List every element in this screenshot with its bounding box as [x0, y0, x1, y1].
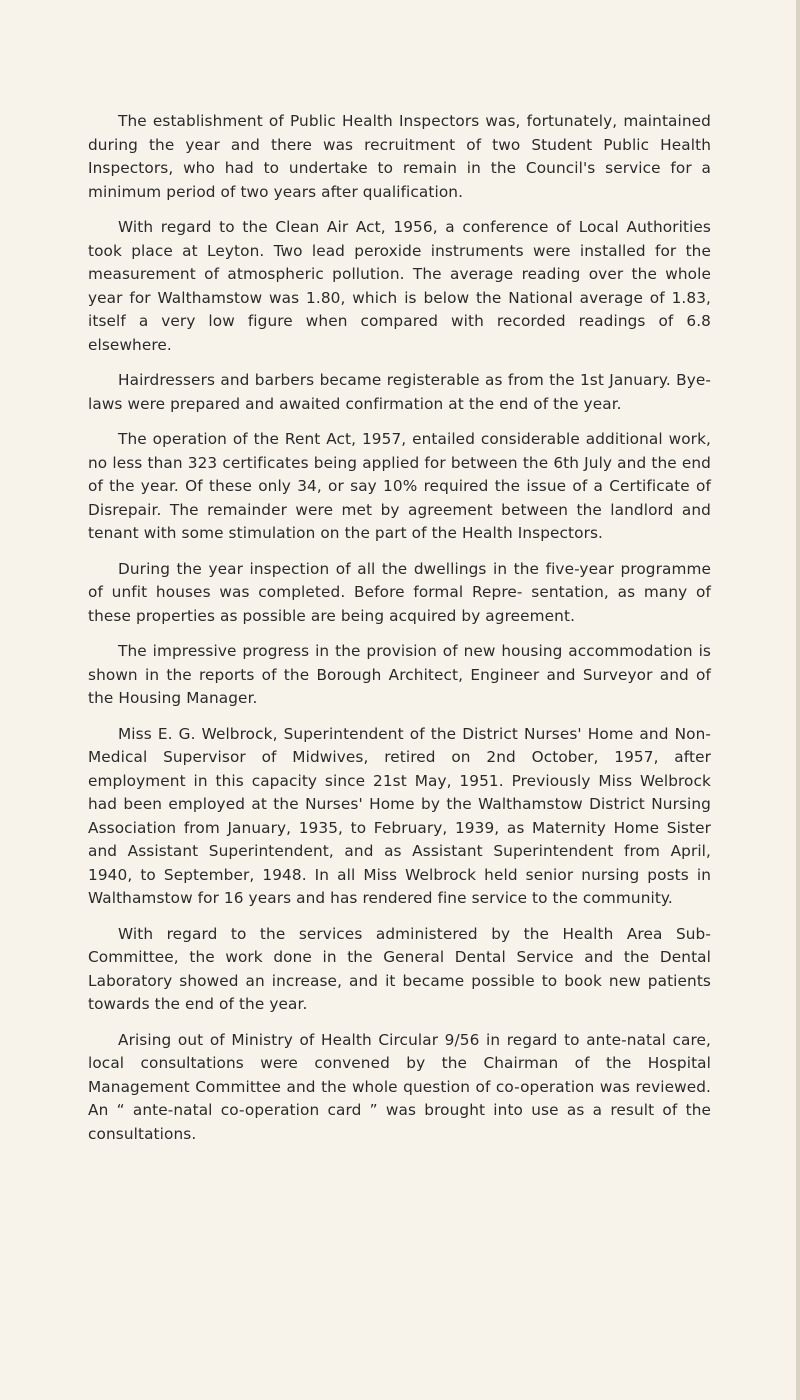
paragraph-unfit-houses: During the year inspection of all the dwellings in the five-year programme of unfit houses was completed. Before formal Repre- sentation, as many of these properties as possible are being acquired by agreement. [88, 559, 711, 625]
paragraph-miss-welbrock: Miss E. G. Welbrock, Superintendent of the District Nurses' Home and Non-Medical Supervisor of Midwives, retired on 2nd October, 1957, after employment in this capacity since 21st May, 1951. Previously Miss Welbrock had been employed at the Nurses' Home by the Walthamstow District Nursing Association from January, 1935, to February, 1939, as Maternity Home Sister and Assistant Superintendent, and as Assistant Superintendent from April, 1940, to September, 1948. In all Miss Welbrock held senior nursing posts in Walthamstow for 16 years and has rendered fine service to the community. [88, 724, 711, 907]
paragraph-housing-progress: The impressive progress in the provision of new housing accommodation is shown in the reports of the Borough Architect, Engineer and Surveyor and of the Housing Manager. [88, 642, 711, 707]
document-page [88, 110, 711, 1158]
paragraph-hairdressers: Hairdressers and barbers became registerable as from the 1st January. Bye-laws were prepared and awaited confirmation at the end of the year. [88, 371, 711, 413]
paragraph-clean-air-act: With regard to the Clean Air Act, 1956, a conference of Local Authorities took place at Leyton. Two lead peroxide instruments were installed for the measurement of atmospheric pollution. The average reading over the whole year for Walthamstow was 1.80, which is below the National average of 1.83, itself a very low figure when compared with recorded readings of 6.8 elsewhere. [88, 218, 711, 354]
paragraph-ante-natal-care: Arising out of Ministry of Health Circular 9/56 in regard to ante-natal care, local consultations were convened by the Chairman of the Hospital Management Committee and the whole question of co-operation was reviewed. An “ ante-natal co-operation card ” was brought into use as a result of the consultations. [88, 1030, 711, 1143]
paragraph-public-health-inspectors: The establishment of Public Health Inspectors was, fortunately, maintained during the year and there was recruitment of two Student Public Health Inspectors, who had to undertake to remain in the Council's service for a minimum period of two years after qualification. [88, 112, 711, 201]
page-edge-shadow [796, 0, 800, 1400]
paragraph-dental-services: With regard to the services administered by the Health Area Sub-Committee, the work done in the General Dental Service and the Dental Laboratory showed an increase, and it became possible to book new patients towards the end of the year. [88, 924, 711, 1013]
paragraph-rent-act: The operation of the Rent Act, 1957, entailed considerable additional work, no less than 323 certificates being applied for between the 6th July and the end of the year. Of these only 34, or say 10% required the issue of a Certificate of Disrepair. The remainder were met by agreement between the landlord and tenant with some stimulation on the part of the Health Inspectors. [88, 430, 711, 542]
